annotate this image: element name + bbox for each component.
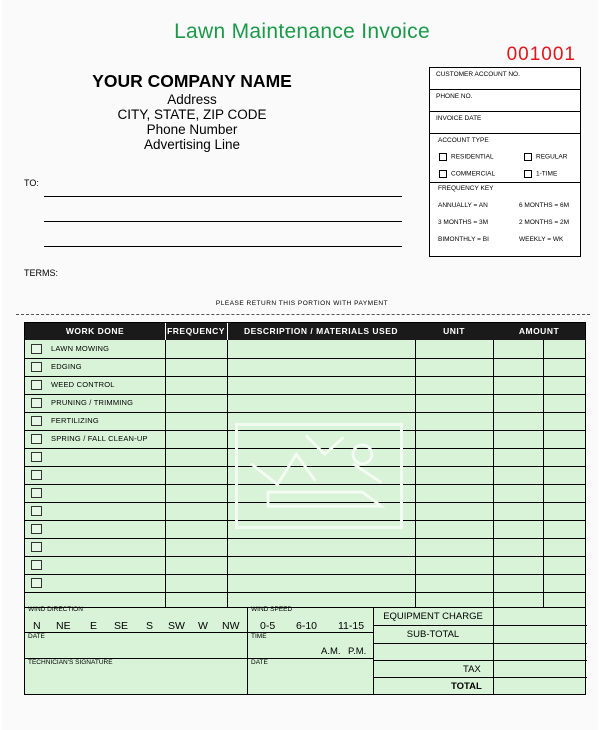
type-label: COMMERCIAL — [451, 170, 496, 178]
footer-section — [24, 607, 586, 695]
wind-direction-label: WIND DIRECTION — [28, 606, 83, 613]
work-table — [24, 322, 586, 608]
company-phone: Phone Number — [146, 122, 238, 137]
header-unit: UNIT — [443, 326, 465, 336]
row-line — [25, 412, 585, 413]
item-checkbox[interactable] — [31, 434, 42, 444]
wind-speed-0-5[interactable]: 0-5 — [260, 620, 276, 632]
freq-key: 6 MONTHS = 6M — [519, 202, 570, 209]
invoice-title: Lawn Maintenance Invoice — [174, 20, 430, 43]
row-line — [373, 660, 587, 661]
type-label: REGULAR — [536, 153, 568, 161]
row-line — [25, 574, 585, 575]
freq-key: ANNUALLY = AN — [438, 202, 488, 209]
freq-key: 2 MONTHS = 2M — [519, 219, 570, 226]
tax-label: TAX — [463, 664, 481, 675]
divider — [430, 182, 580, 183]
header-sep — [227, 323, 228, 340]
wind-dir-nw[interactable]: NW — [222, 620, 240, 632]
col-divider — [493, 608, 494, 694]
col-divider — [415, 340, 416, 607]
item-pruning-trimming: PRUNING / TRIMMING — [51, 398, 134, 407]
total-label: TOTAL — [451, 681, 482, 692]
pm-option[interactable]: P.M. — [348, 646, 367, 657]
col-divider — [227, 340, 228, 607]
row-line — [373, 677, 587, 678]
wind-dir-s[interactable]: S — [146, 620, 154, 632]
item-checkbox[interactable] — [31, 452, 42, 462]
wind-speed-label: WIND SPEED — [251, 606, 293, 613]
am-option[interactable]: A.M. — [321, 646, 341, 657]
header-amount: AMOUNT — [518, 326, 560, 336]
row-line — [25, 592, 585, 593]
item-checkbox[interactable] — [31, 488, 42, 498]
frequency-key-label: FREQUENCY KEY — [438, 185, 494, 192]
checkbox[interactable] — [524, 153, 532, 161]
date2-label: DATE — [251, 659, 268, 666]
to-line-3[interactable] — [44, 246, 402, 247]
col-divider — [247, 608, 248, 694]
checkbox[interactable] — [524, 170, 532, 178]
wind-dir-se[interactable]: SE — [114, 620, 129, 632]
wind-dir-w[interactable]: W — [198, 620, 208, 632]
col-divider — [543, 340, 544, 607]
row-line — [25, 394, 585, 395]
invoice-page — [2, 0, 598, 730]
freq-key: WEEKLY = WK — [519, 236, 564, 243]
item-checkbox[interactable] — [31, 380, 42, 390]
company-address: Address — [167, 92, 217, 107]
item-checkbox[interactable] — [31, 560, 42, 570]
account-type-label: ACCOUNT TYPE — [438, 137, 489, 144]
type-residential[interactable] — [439, 153, 494, 161]
item-weed-control: WEED CONTROL — [51, 380, 115, 389]
table-header — [25, 323, 585, 340]
row-line — [25, 376, 585, 377]
item-checkbox[interactable] — [31, 524, 42, 534]
customer-account-label: CUSTOMER ACCOUNT NO. — [436, 71, 520, 78]
checkbox[interactable] — [439, 170, 447, 178]
subtotal-label: SUB-TOTAL — [406, 629, 460, 640]
type-1-time[interactable] — [524, 170, 557, 178]
to-label: TO: — [24, 178, 39, 188]
wind-dir-sw[interactable]: SW — [168, 620, 185, 632]
company-block — [42, 70, 342, 152]
time-label: TIME — [251, 633, 267, 640]
company-advertising: Advertising Line — [143, 137, 241, 152]
header-frequency: FREQUENCY — [167, 326, 225, 336]
customer-account-field[interactable] — [430, 68, 580, 90]
phone-label: PHONE NO. — [436, 93, 473, 100]
account-info-box — [429, 67, 581, 257]
wind-dir-n[interactable]: N — [33, 620, 41, 632]
item-checkbox[interactable] — [31, 470, 42, 480]
company-city-line: CITY, STATE, ZIP CODE — [117, 107, 267, 122]
header-sep — [165, 323, 166, 340]
account-type-section — [430, 134, 580, 147]
item-lawn-mowing: LAWN MOWING — [51, 344, 110, 353]
row-line — [25, 538, 585, 539]
to-line-1[interactable] — [44, 196, 402, 197]
item-fertilizing: FERTILIZING — [51, 416, 99, 425]
item-checkbox[interactable] — [31, 578, 42, 588]
row-line — [373, 625, 587, 626]
invoice-date-label: INVOICE DATE — [436, 115, 482, 122]
item-checkbox[interactable] — [31, 542, 42, 552]
technician-signature-label: TECHNICIAN'S SIGNATURE — [28, 659, 113, 666]
col-divider — [165, 340, 166, 607]
wind-dir-e[interactable]: E — [90, 620, 98, 632]
row-line — [25, 358, 585, 359]
invoice-number: 001001 — [506, 44, 576, 65]
item-checkbox[interactable] — [31, 344, 42, 354]
item-checkbox[interactable] — [31, 506, 42, 516]
date-label: DATE — [28, 633, 45, 640]
freq-key: BIMONTHLY = BI — [438, 236, 489, 243]
company-name: YOUR COMPANY NAME — [92, 71, 292, 91]
item-checkbox[interactable] — [31, 362, 42, 372]
mower-watermark-icon — [235, 423, 403, 529]
header-description: DESCRIPTION / MATERIALS USED — [243, 326, 399, 336]
freq-key: 3 MONTHS = 3M — [438, 219, 489, 226]
wind-dir-ne[interactable]: NE — [56, 620, 71, 632]
header-work-done: WORK DONE — [65, 326, 125, 336]
row-line — [373, 643, 587, 644]
type-commercial[interactable] — [439, 170, 495, 178]
checkbox[interactable] — [439, 153, 447, 161]
type-label: RESIDENTIAL — [451, 153, 494, 161]
invoice-date-field[interactable] — [430, 112, 580, 134]
phone-field[interactable] — [430, 90, 580, 112]
equipment-charge-label: EQUIPMENT CHARGE — [383, 611, 483, 622]
row-line — [25, 556, 585, 557]
wind-speed-11-15[interactable]: 11-15 — [338, 620, 365, 632]
item-spring-fall-cleanup: SPRING / FALL CLEAN-UP — [51, 434, 148, 443]
col-divider — [493, 340, 494, 607]
return-note: PLEASE RETURN THIS PORTION WITH PAYMENT — [215, 300, 389, 307]
to-line-2[interactable] — [44, 221, 402, 222]
item-checkbox[interactable] — [31, 398, 42, 408]
item-edging: EDGING — [51, 362, 82, 371]
row-line — [25, 632, 373, 633]
type-label: 1-TIME — [536, 170, 558, 178]
terms-label: TERMS: — [24, 268, 59, 278]
wind-speed-6-10[interactable]: 6-10 — [296, 620, 318, 632]
item-checkbox[interactable] — [31, 416, 42, 426]
tear-line — [16, 314, 590, 315]
type-regular[interactable] — [524, 153, 567, 161]
